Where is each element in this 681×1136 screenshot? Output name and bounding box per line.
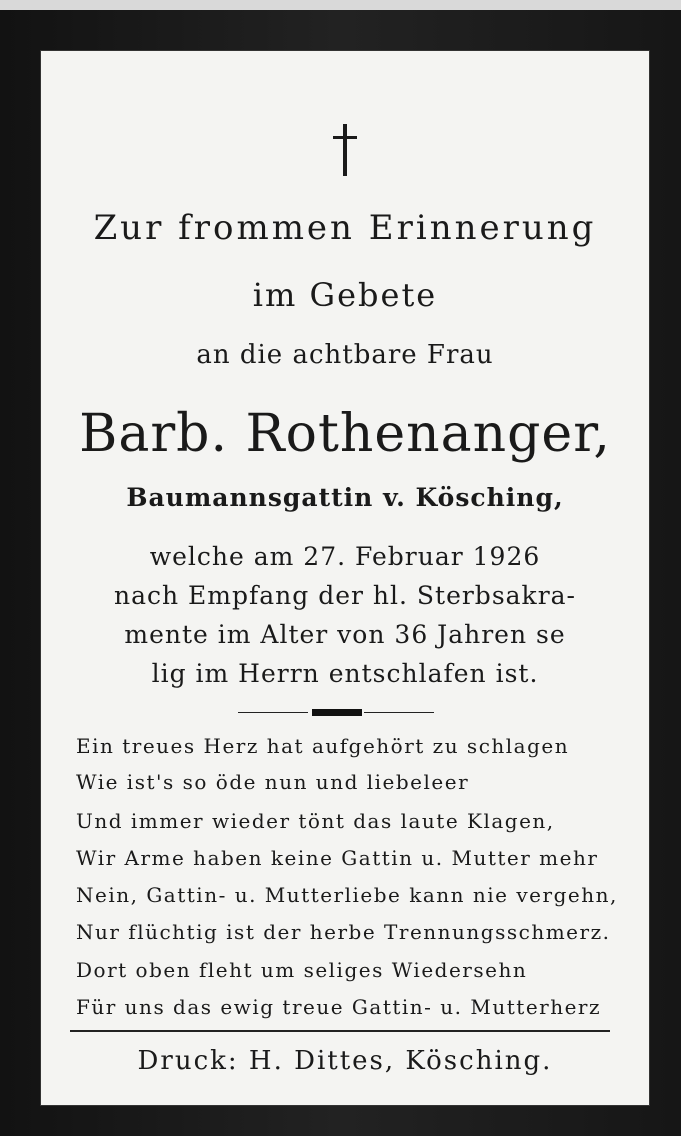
poem-line: Nein, Gattin- u. Mutterliebe kann nie vergehn, (76, 883, 618, 907)
poem-line: Wie ist's so öde nun und liebeleer (76, 770, 470, 794)
notice-line: mente im Alter von 36 Jahren se (124, 620, 566, 649)
heading-line-3: an die achtbare Frau (196, 340, 494, 370)
divider-ornament (238, 709, 438, 717)
footer-rule (70, 1030, 610, 1032)
deceased-occupation: Baumannsgattin v. Kösching, (126, 483, 564, 512)
heading-line-2: im Gebete (252, 276, 438, 314)
notice-line: welche am 27. Februar 1926 (149, 542, 541, 571)
printer-credit: Druck: H. Dittes, Kösching. (137, 1046, 553, 1076)
scan-edge (0, 0, 681, 10)
poem-line: Dort oben fleht um seliges Wiedersehn (76, 958, 528, 982)
poem-line: Und immer wieder tönt das laute Klagen, (76, 809, 555, 833)
poem-line: Ein treues Herz hat aufgehört zu schlagen (76, 734, 570, 758)
poem-line: Nur flüchtig ist der herbe Trennungsschmerz. (76, 920, 611, 944)
cross-icon (330, 122, 360, 182)
notice-line: lig im Herrn entschlafen ist. (151, 659, 539, 688)
poem-line: Wir Arme haben keine Gattin u. Mutter mehr (76, 846, 599, 870)
poem-line: Für uns das ewig treue Gattin- u. Mutterherz (76, 995, 602, 1019)
heading-line-1: Zur frommen Erinnerung (93, 208, 597, 248)
notice-line: nach Empfang der hl. Sterbsakra- (113, 581, 577, 610)
memorial-card (40, 50, 650, 1106)
deceased-name: Barb. Rothenanger, (79, 404, 611, 464)
